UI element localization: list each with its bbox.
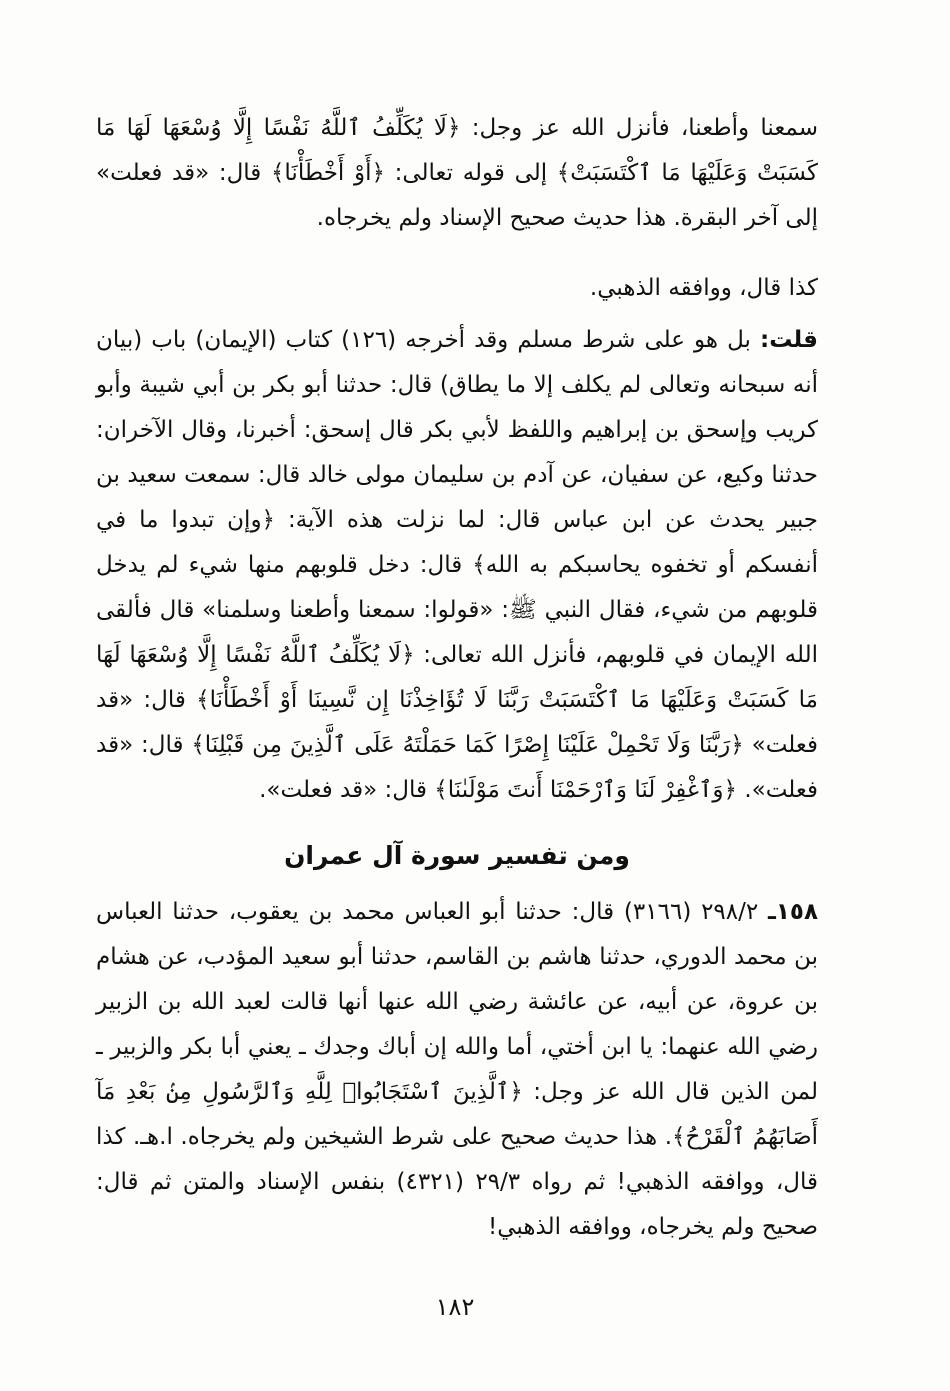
- commentary-label: قلت:: [760, 327, 818, 353]
- hadith-number: ١٥٨ـ: [768, 899, 819, 925]
- paragraph-text: سمعنا وأطعنا، فأنزل الله عز وجل: ﴿لَا يُكَلِّفُ ٱللَّهُ نَفْسًا إِلَّا وُسْعَهَا لَهَا مَا كَسَبَتْ وَعَلَيْهَا مَا ٱكْتَسَبَتْ﴾ إلى قوله تعالى: ﴿أَوْ أَخْطَأْنَا﴾ قال: «قد فعلت» إلى آخر البقرة. هذا حديث صحيح الإسناد ولم يخرجاه.: [96, 115, 818, 231]
- paragraph-hadith-158: [96, 890, 818, 1250]
- section-heading: ومن تفسير سورة آل عمران: [284, 841, 630, 870]
- paragraph-commentary: [96, 318, 818, 813]
- page-number: ١٨٢: [435, 1293, 475, 1321]
- paragraph-text: ٢٩٨/٢ (٣١٦٦) قال: حدثنا أبو العباس محمد بن يعقوب، حدثنا العباس بن محمد الدوري، حدثنا هاشم بن القاسم، حدثنا أبو سعيد المؤدب، عن هشام بن عروة، عن أبيه، عن عائشة رضي الله عنها أنها قالت لعبد الله بن الزبير رضي الله عنهما: يا ابن أختي، أما والله إن أباك وجدك ـ يعني أبا بكر والزبير ـ لمن الذين قال الله عز وجل: ﴿ٱلَّذِينَ ٱسْتَجَابُوا۟ لِلَّهِ وَٱلرَّسُولِ مِنۢ بَعْدِ مَآ أَصَابَهُمُ ٱلْقَرْحُ﴾. هذا حديث صحيح على شرط الشيخين ولم يخرجاه. ا.هـ. كذا قال، ووافقه الذهبي! ثم رواه ٢٩/٣ (٤٣٢١) بنفس الإسناد والمتن ثم قال: صحيح ولم يخرجاه، ووافقه الذهبي!: [96, 899, 818, 1240]
- paragraph-text: كذا قال، ووافقه الذهبي.: [589, 275, 818, 301]
- paragraph-dhahabi-note: [96, 266, 818, 311]
- paragraph-text: بل هو على شرط مسلم وقد أخرجه (١٢٦) كتاب (الإيمان) باب (بيان أنه سبحانه وتعالى لم يكلف إلا ما يطاق) قال: حدثنا أبو بكر بن أبي شيبة وأبو كريب وإسحق بن إبراهيم واللفظ لأبي بكر قال إسحق: أخبرنا، وقال الآخران: حدثنا وكيع، عن سفيان، عن آدم بن سليمان مولى خالد قال: سمعت سعيد بن جبير يحدث عن ابن عباس قال: لما نزلت هذه الآية: ﴿وإن تبدوا ما في أنفسكم أو تخفوه يحاسبكم به الله﴾ قال: دخل قلوبهم منها شيء لم يدخل قلوبهم من شيء، فقال النبي ﷺ: «قولوا: سمعنا وأطعنا وسلمنا» قال فألقى الله الإيمان في قلوبهم، فأنزل الله تعالى: ﴿لَا يُكَلِّفُ ٱللَّهُ نَفْسًا إِلَّا وُسْعَهَا لَهَا مَا كَسَبَتْ وَعَلَيْهَا مَا ٱكْتَسَبَتْ رَبَّنَا لَا تُؤَاخِذْنَا إِن نَّسِينَا أَوْ أَخْطَأْنَا﴾ قال: «قد فعلت» ﴿رَبَّنَا وَلَا تَحْمِلْ عَلَيْنَا إِصْرًا كَمَا حَمَلْتَهُ عَلَى ٱلَّذِينَ مِن قَبْلِنَا﴾ قال: «قد فعلت». ﴿وَٱغْفِرْ لَنَا وَٱرْحَمْنَا أَنتَ مَوْلَىٰنَا﴾ قال: «قد فعلت».: [96, 327, 818, 803]
- paragraph-hadith-continuation: [96, 106, 818, 241]
